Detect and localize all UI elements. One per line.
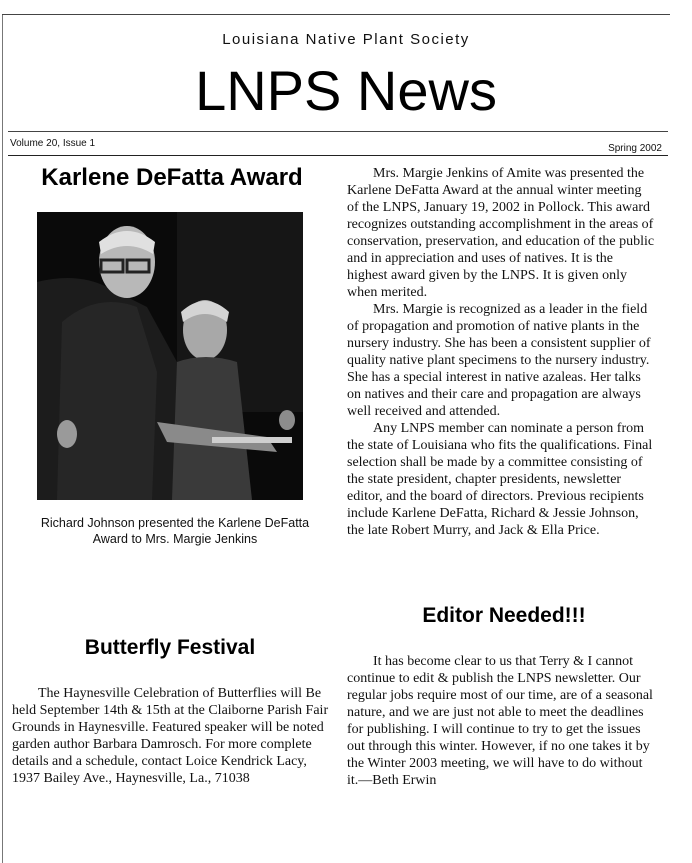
award-photo: [37, 212, 303, 500]
award-paragraph-2: Mrs. Margie is recognized as a leader in the field of propagation and promotion of native plants in the nursery industry. She has been a consistent supplier of quality native plant specimens to the nursery industry. She has a special interest in native azaleas. Her talks on natives and their care and propagation are always well received and attended.: [347, 302, 651, 419]
editor-headline: Editor Needed!!!: [422, 604, 586, 627]
award-paragraph-3: Any LNPS member can nominate a person from the state of Louisiana who fits the qualifications. Final selection shall be made by a committee consisting of the state president, chapter presidents, newsletter editor, and the board of directors. Previous recipients include Karlene DeFatta, Richard & Jessie Johnson, the late Robert Murry, and Jack & Ella Price.: [347, 421, 653, 538]
award-paragraph-1: Mrs. Margie Jenkins of Amite was presented the Karlene DeFatta Award at the annual winter meeting of the LNPS, January 19, 2002 in Pollock. This award recognizes outstanding accomplishment in the areas of conservation, preservation, and education of the public and in appreciation and uses of natives. It is the highest award given by the LNPS. It is given only when merited.: [347, 166, 655, 300]
masthead-title: LNPS News: [195, 59, 497, 122]
society-name: Louisiana Native Plant Society: [222, 31, 470, 48]
award-article-body: [347, 165, 655, 539]
volume-issue: Volume 20, Issue 1: [10, 138, 96, 149]
award-photo-image: [37, 212, 303, 500]
issue-season: Spring 2002: [608, 143, 662, 154]
caption-line-2: Award to Mrs. Margie Jenkins: [92, 532, 258, 546]
caption-line-1: Richard Johnson presented the Karlene DeFatta: [40, 516, 310, 530]
butterfly-paragraph: The Haynesville Celebration of Butterflies will Be held September 14th & 15th at the Claiborne Parish Fair Grounds in Haynesville. Featured speaker will be noted garden author Barbara Damrosch. For more complete details and a schedule, contact Loice Kendrick Lacy, 1937 Bailey Ave., Haynesville, La., 71038: [12, 686, 329, 786]
photo-caption: [16, 515, 334, 547]
page-border: [2, 14, 3, 863]
butterfly-article-body: [12, 685, 330, 787]
top-rule: [2, 14, 670, 15]
butterfly-headline: Butterfly Festival: [84, 636, 256, 659]
editor-article-body: [347, 653, 655, 789]
masthead-rule: [8, 131, 668, 132]
award-headline: Karlene DeFatta Award: [41, 164, 303, 191]
editor-paragraph: It has become clear to us that Terry & I cannot continue to edit & publish the LNPS newsletter. Our regular jobs require most of our time, are of a seasonal nature, and we are just not able to meet the deadlines for publishing. I will continue to try to get the issues out through this winter. However, if no one takes it by the Winter 2003 meeting, we will have to do without it.—Beth Erwin: [347, 654, 653, 788]
header-bottom-rule: [8, 155, 668, 156]
